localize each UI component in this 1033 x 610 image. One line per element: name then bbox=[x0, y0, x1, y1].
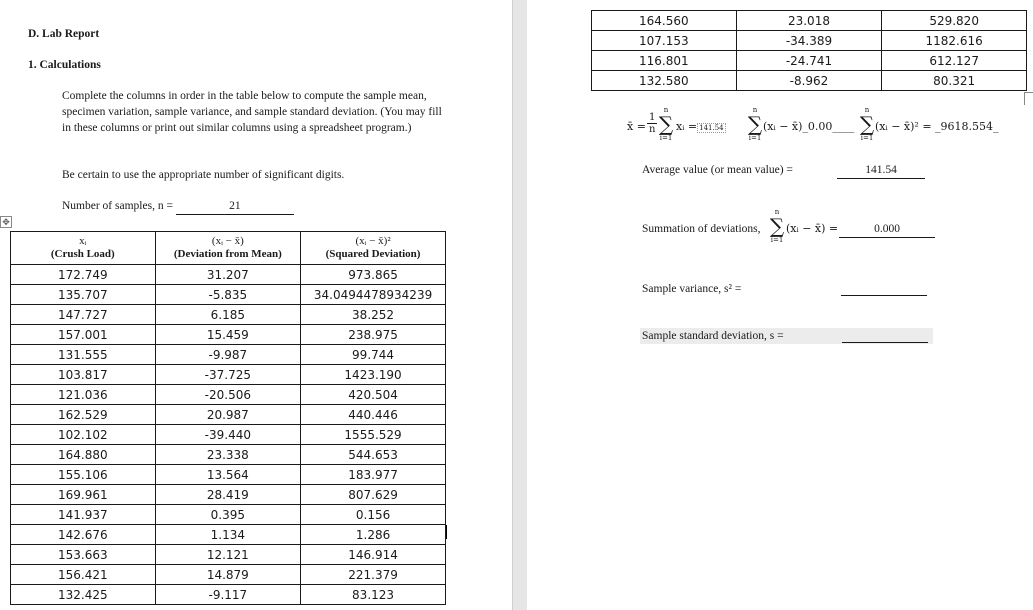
table-row bbox=[592, 71, 1027, 91]
xi-cell[interactable]: 142.676 bbox=[11, 525, 156, 545]
squared-deviation-cell[interactable]: 83.123 bbox=[301, 585, 446, 605]
avg-label: Average value (or mean value) = bbox=[642, 164, 793, 176]
mean-fraction: 1 n bbox=[649, 112, 656, 135]
table-row bbox=[11, 385, 446, 405]
variance-line bbox=[841, 281, 927, 301]
samples-label: Number of samples, n = bbox=[62, 200, 176, 212]
stddev-row bbox=[640, 328, 933, 344]
right-page bbox=[527, 0, 1033, 610]
table-row bbox=[592, 11, 1027, 31]
xi-cell[interactable]: 132.580 bbox=[592, 71, 737, 91]
stddev-label: Sample standard deviation, s = bbox=[642, 330, 784, 342]
deviation-cell[interactable]: 31.207 bbox=[155, 265, 301, 285]
deviation-cell[interactable]: 14.879 bbox=[155, 565, 301, 585]
data-table-left bbox=[10, 231, 446, 605]
sq-sum-body: (xᵢ − x̄)² = _9618.554_ bbox=[875, 120, 999, 133]
table-row bbox=[11, 325, 446, 345]
squared-deviation-cell[interactable]: 1.286 bbox=[301, 525, 446, 545]
section-heading: D. Lab Report bbox=[28, 28, 100, 40]
mean-sigma: n ∑ i=1 bbox=[658, 106, 674, 142]
sum-dev-value[interactable]: 0.000 bbox=[839, 221, 935, 238]
table-header-row bbox=[11, 232, 446, 265]
squared-deviation-cell[interactable]: 238.975 bbox=[301, 325, 446, 345]
dev-sum-body: (xᵢ − x̄)_0.00____ bbox=[763, 120, 855, 133]
squared-deviation-cell[interactable]: 0.156 bbox=[301, 505, 446, 525]
variance-label: Sample variance, s² = bbox=[642, 283, 742, 295]
table-row bbox=[11, 365, 446, 385]
header-xi: xᵢ (Crush Load) bbox=[11, 232, 156, 265]
xi-cell[interactable]: 132.425 bbox=[11, 585, 156, 605]
squared-deviation-cell[interactable]: 529.820 bbox=[882, 11, 1027, 31]
squared-deviation-cell[interactable]: 973.865 bbox=[301, 265, 446, 285]
instructions-paragraph: Complete the columns in order in the table below to compute the sample mean, specimen variation, sample variance, and sample standard deviation. (You may fill in these columns or print out similar columns using a spreadsheet program.) bbox=[62, 90, 442, 134]
table-row bbox=[592, 51, 1027, 71]
xi-cell[interactable]: 155.106 bbox=[11, 465, 156, 485]
stddev-value[interactable] bbox=[842, 328, 928, 343]
table-row bbox=[11, 585, 446, 605]
xi-cell[interactable]: 135.707 bbox=[11, 285, 156, 305]
deviation-cell[interactable]: 15.459 bbox=[155, 325, 301, 345]
xi-cell[interactable]: 102.102 bbox=[11, 425, 156, 445]
xi-cell[interactable]: 103.817 bbox=[11, 365, 156, 385]
sum-dev-line bbox=[839, 221, 935, 238]
header-squared-deviation: (xᵢ − x̄)² (Squared Deviation) bbox=[301, 232, 446, 265]
deviation-cell[interactable]: 23.018 bbox=[736, 11, 882, 31]
xi-cell[interactable]: 121.036 bbox=[11, 385, 156, 405]
table-row bbox=[11, 505, 446, 525]
squared-deviation-cell[interactable]: 99.744 bbox=[301, 345, 446, 365]
table-row bbox=[11, 285, 446, 305]
deviation-cell[interactable]: 28.419 bbox=[155, 485, 301, 505]
table-row bbox=[11, 345, 446, 365]
table-row bbox=[11, 465, 446, 485]
xi-cell[interactable]: 153.663 bbox=[11, 545, 156, 565]
table-row bbox=[11, 405, 446, 425]
squared-deviation-cell[interactable]: 34.0494478934239 bbox=[301, 285, 446, 305]
table-row bbox=[11, 485, 446, 505]
squared-deviation-cell[interactable]: 221.379 bbox=[301, 565, 446, 585]
deviation-cell[interactable]: 1.134 bbox=[155, 525, 301, 545]
samples-line bbox=[62, 198, 294, 215]
deviation-cell[interactable]: 6.185 bbox=[155, 305, 301, 325]
dev-sum-field[interactable]: 0.00 bbox=[807, 120, 833, 133]
squared-deviation-cell[interactable]: 183.977 bbox=[301, 465, 446, 485]
page-corner-marker bbox=[1024, 92, 1033, 105]
data-table-right bbox=[591, 10, 1027, 91]
squared-deviation-cell[interactable]: 1555.529 bbox=[301, 425, 446, 445]
avg-value[interactable]: 141.54 bbox=[837, 162, 925, 179]
xi-cell[interactable]: 169.961 bbox=[11, 485, 156, 505]
squared-deviation-cell[interactable]: 80.321 bbox=[882, 71, 1027, 91]
deviation-cell[interactable]: -20.506 bbox=[155, 385, 301, 405]
squared-deviation-cell[interactable]: 1423.190 bbox=[301, 365, 446, 385]
deviation-cell[interactable]: -24.741 bbox=[736, 51, 882, 71]
xi-cell[interactable]: 162.529 bbox=[11, 405, 156, 425]
table-row bbox=[11, 265, 446, 285]
deviation-cell[interactable]: 20.987 bbox=[155, 405, 301, 425]
sig-digits-note: Be certain to use the appropriate number of significant digits. bbox=[62, 169, 345, 181]
xi-cell[interactable]: 147.727 bbox=[11, 305, 156, 325]
squared-deviation-cell[interactable]: 146.914 bbox=[301, 545, 446, 565]
table-row bbox=[11, 525, 446, 545]
sum-dev-label: Summation of deviations, bbox=[642, 223, 761, 235]
table-row bbox=[11, 545, 446, 565]
table-row bbox=[11, 565, 446, 585]
xi-cell[interactable]: 172.749 bbox=[11, 265, 156, 285]
table-row bbox=[11, 305, 446, 325]
deviation-cell[interactable]: 23.338 bbox=[155, 445, 301, 465]
avg-line bbox=[837, 162, 925, 179]
mean-formula: x̄ = bbox=[627, 120, 646, 133]
xi-cell[interactable]: 116.801 bbox=[592, 51, 737, 71]
deviation-cell[interactable]: -37.725 bbox=[155, 365, 301, 385]
squared-deviation-cell[interactable]: 544.653 bbox=[301, 445, 446, 465]
table-row bbox=[592, 31, 1027, 51]
deviation-cell[interactable]: 13.564 bbox=[155, 465, 301, 485]
page-gutter bbox=[512, 0, 528, 610]
xi-cell[interactable]: 157.001 bbox=[11, 325, 156, 345]
squared-deviation-cell[interactable]: 807.629 bbox=[301, 485, 446, 505]
dev-sigma: n ∑ i=1 bbox=[747, 106, 763, 142]
header-deviation: (xᵢ − x̄) (Deviation from Mean) bbox=[155, 232, 301, 265]
squared-deviation-cell[interactable]: 1182.616 bbox=[882, 31, 1027, 51]
xi-cell[interactable]: 141.937 bbox=[11, 505, 156, 525]
variance-value[interactable] bbox=[841, 281, 927, 296]
subsection-heading: 1. Calculations bbox=[28, 59, 101, 71]
deviation-cell[interactable]: 12.121 bbox=[155, 545, 301, 565]
xi-cell[interactable]: 156.421 bbox=[11, 565, 156, 585]
squared-deviation-cell[interactable]: 38.252 bbox=[301, 305, 446, 325]
sum-dev-sigma: n ∑ i=1 bbox=[769, 208, 785, 244]
mean-field[interactable]: 141.54 bbox=[699, 124, 724, 132]
deviation-cell[interactable]: -5.835 bbox=[155, 285, 301, 305]
deviation-cell[interactable]: -34.389 bbox=[736, 31, 882, 51]
deviation-cell[interactable]: -39.440 bbox=[155, 425, 301, 445]
deviation-cell[interactable]: -8.962 bbox=[736, 71, 882, 91]
table-move-handle-icon[interactable]: ✥ bbox=[0, 216, 12, 228]
deviation-cell[interactable]: 0.395 bbox=[155, 505, 301, 525]
sq-sigma: n ∑ i=1 bbox=[859, 106, 875, 142]
xi-cell[interactable]: 107.153 bbox=[592, 31, 737, 51]
table-row bbox=[11, 425, 446, 445]
text-cursor bbox=[446, 525, 447, 539]
deviation-cell[interactable]: -9.117 bbox=[155, 585, 301, 605]
squared-deviation-cell[interactable]: 612.127 bbox=[882, 51, 1027, 71]
table-row bbox=[11, 445, 446, 465]
left-page bbox=[0, 0, 512, 610]
samples-value[interactable]: 21 bbox=[176, 198, 294, 215]
xi-cell[interactable]: 131.555 bbox=[11, 345, 156, 365]
sq-sum-field[interactable]: 9618.554 bbox=[940, 120, 994, 133]
sum-dev-expr: (xᵢ − x̄) = bbox=[786, 222, 839, 235]
xi-cell[interactable]: 164.560 bbox=[592, 11, 737, 31]
mean-sum-body: xᵢ = 141.54 bbox=[676, 120, 724, 133]
deviation-cell[interactable]: -9.987 bbox=[155, 345, 301, 365]
squared-deviation-cell[interactable]: 440.446 bbox=[301, 405, 446, 425]
xi-cell[interactable]: 164.880 bbox=[11, 445, 156, 465]
squared-deviation-cell[interactable]: 420.504 bbox=[301, 385, 446, 405]
